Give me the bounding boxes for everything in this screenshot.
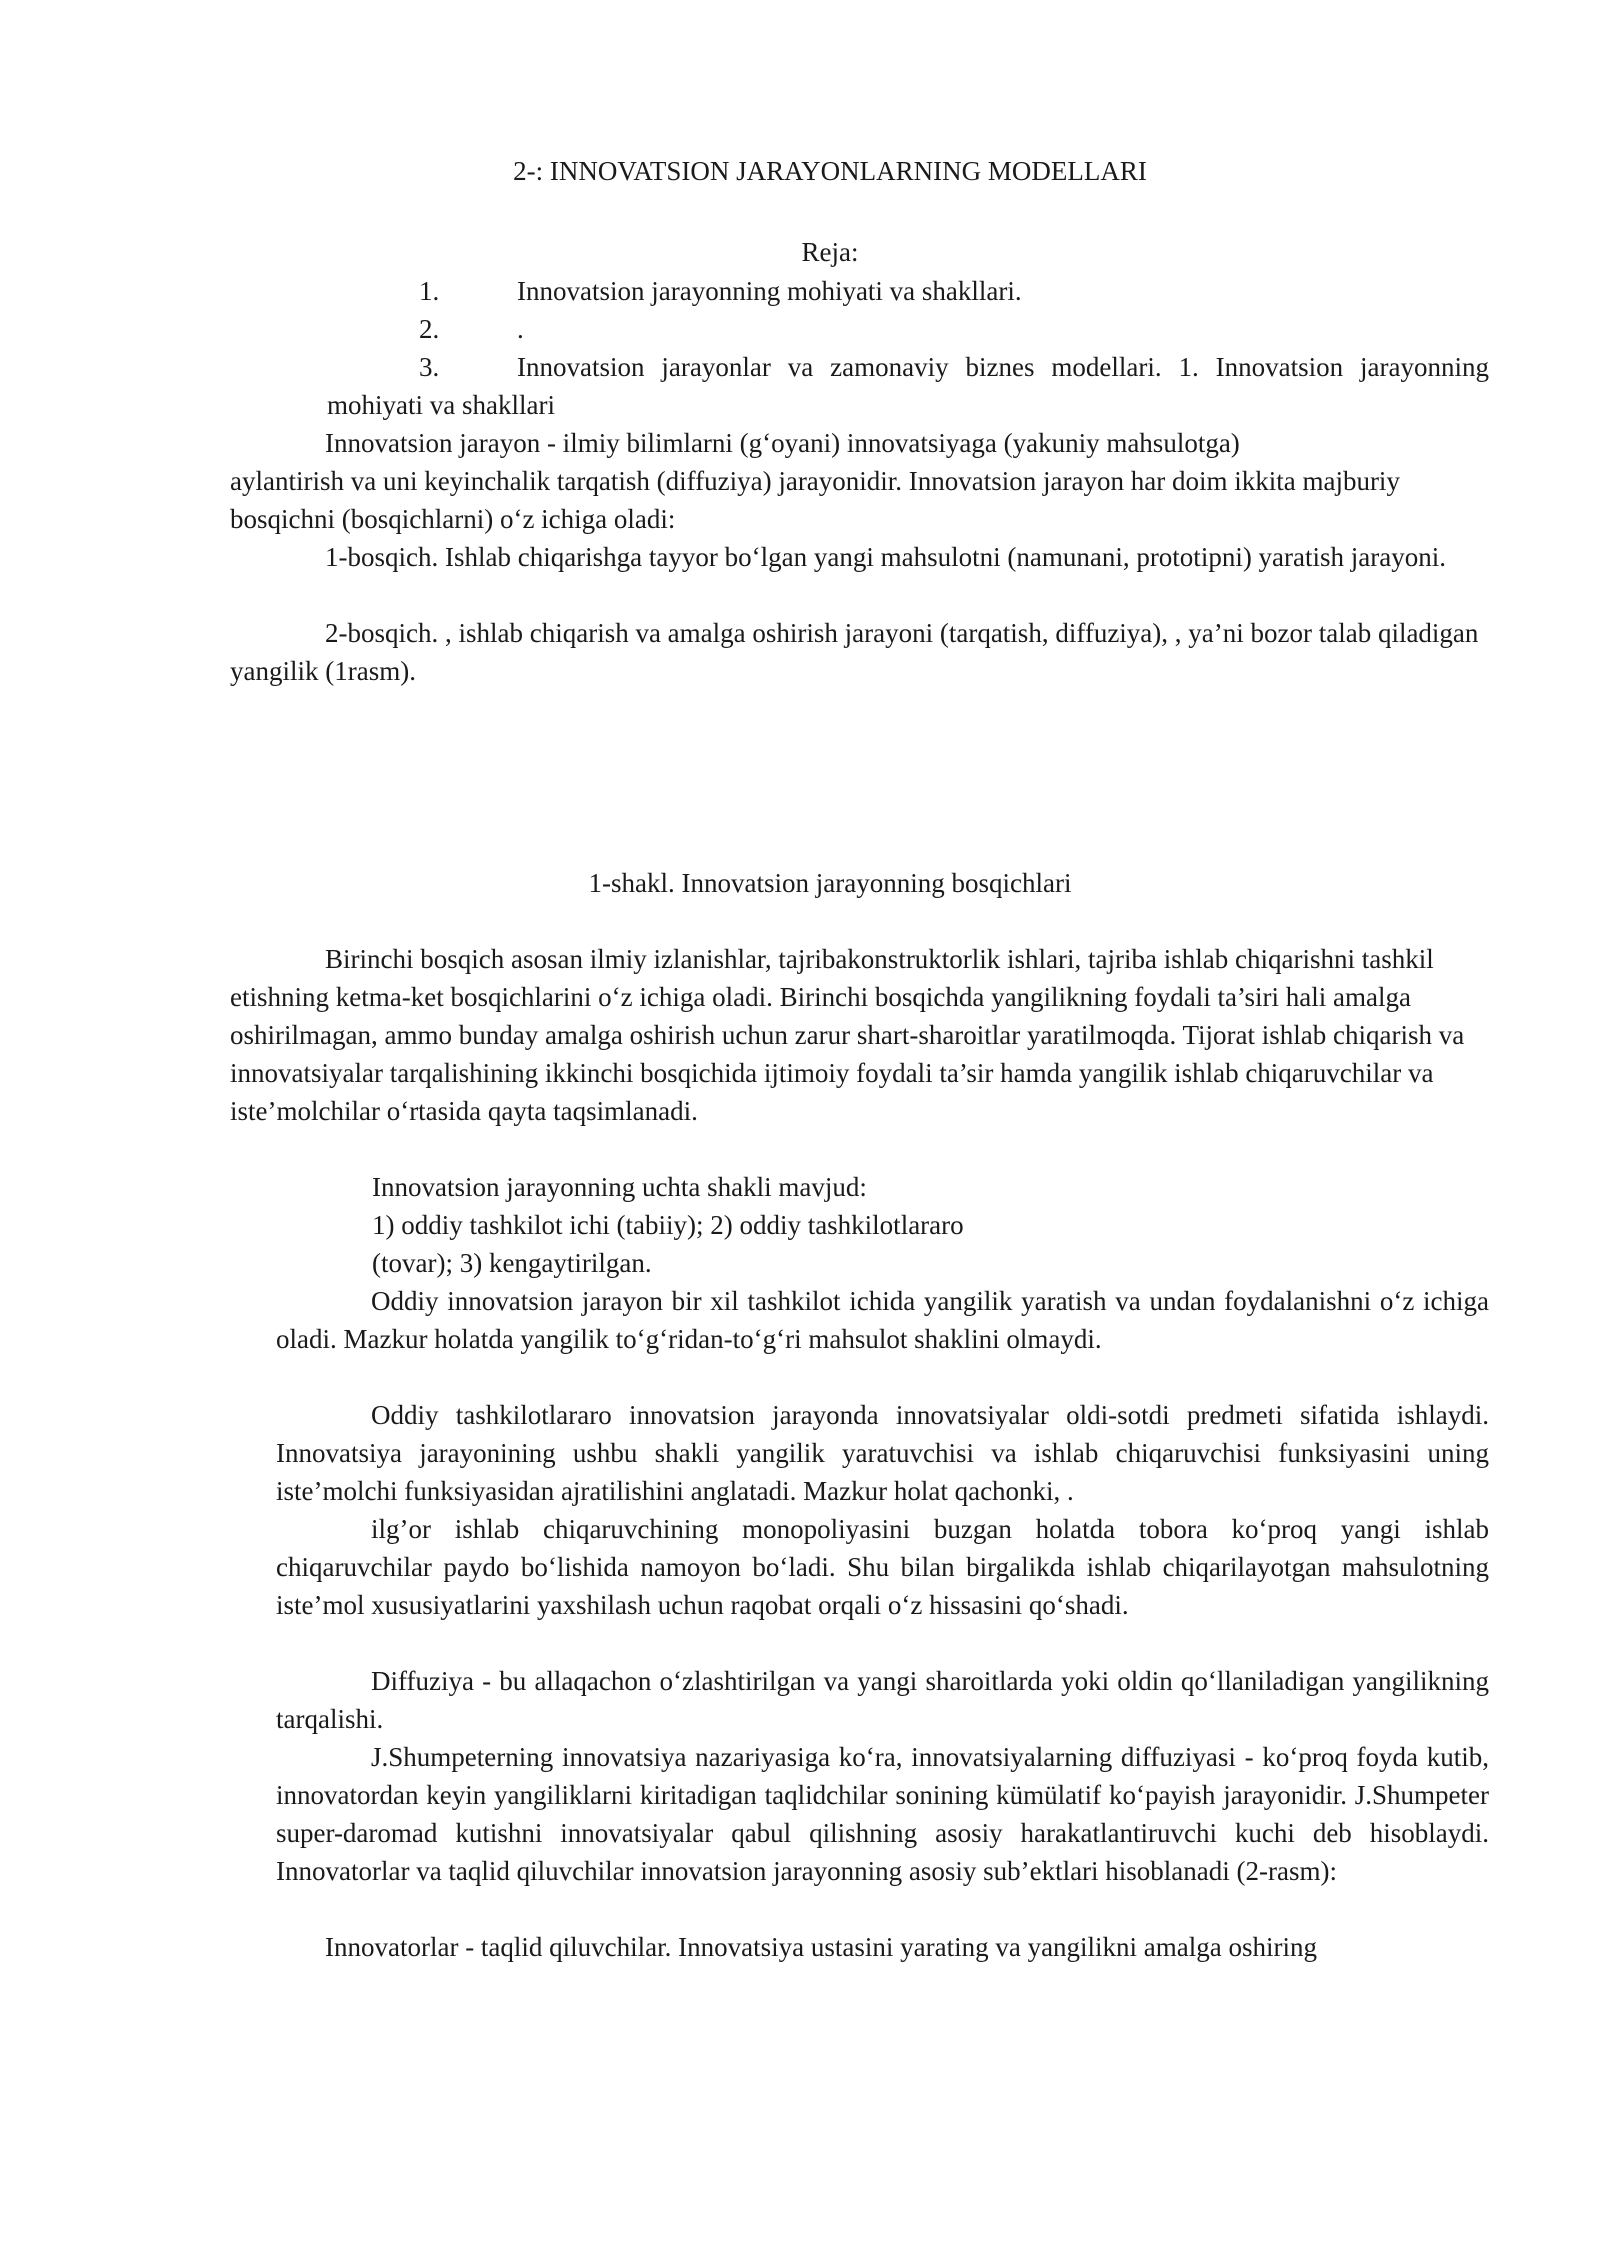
plan-item-text: Innovatsion jarayonning mohiyati va shakllari. [517, 276, 1022, 306]
plan-item-number: 2. [419, 314, 440, 344]
plan-item [327, 310, 1489, 348]
forms-line: (tovar); 3) kengaytirilgan. [372, 1248, 652, 1278]
plan-item-number: 1. [419, 276, 440, 306]
plan-item-text: Innovatsion jarayonlar va zamonaviy biznes modellari. 1. Innovatsion jarayonning mohiyati va shakllari [327, 352, 1489, 420]
inter-org-paragraph: Oddiy tashkilotlararo innovatsion jarayonda innovatsiyalar oldi-sotdi predmeti sifatida ishlaydi. Innovatsiya jarayonining ushbu shakli yangilik yaratuvchisi va ishlab chiqaruvchisi funksiyasini uning iste’molchi funksiyasidan ajratilishini anglatadi. Mazkur holat qachonki, . [276, 1400, 1489, 1506]
diffusion-paragraph: Diffuziya - bu allaqachon o‘zlashtirilgan va yangi sharoitlarda yoki oldin qo‘llaniladigan yangilikning tarqalishi. [276, 1666, 1489, 1734]
shumpeter-paragraph: J.Shumpeterning innovatsiya nazariyasiga ko‘ra, innovatsiyalarning diffuziyasi - ko‘proq foyda kutib, innovatordan keyin yangiliklarni kiritadigan taqlidchilar sonining kümülatif ko‘payish jarayonidir. J.Shumpeter super-daromad kutishni innovatsiyalar qabul qilishning asosiy harakatlantiruvchi kuchi deb hisoblaydi. Innovatorlar va taqlid qiluvchilar innovatsion jarayonning asosiy sub’ektlari hisoblanadi (2-rasm): [276, 1742, 1489, 1886]
plan-item-text: . [517, 314, 524, 344]
intro-first-line: Innovatsion jarayon - ilmiy bilimlarni (g‘oyani) innovatsiyaga (yakuniy mahsulotga) [325, 428, 1240, 458]
stage-two-paragraph: 2-bosqich. , ishlab chiqarish va amalga oshirish jarayoni (tarqatish, diffuziya), , ya’ni bozor talab qiladigan yangilik (1rasm). [230, 618, 1479, 686]
stages-paragraph: Birinchi bosqich asosan ilmiy izlanishlar, tajribakonstruktorlik ishlari, tajriba ishlab chiqarishni tashkil etishning ketma-ket bosqichlarini o‘z ichiga oladi. Birinchi bosqichda yangilikning foydali ta’siri hali amalga oshirilmagan, ammo bunday amalga oshirish uchun zarur shart-sharoitlar yaratilmoqda. Tijorat ishlab chiqarish va innovatsiyalar tarqalishining ikkinchi bosqichida ijtimoiy foydali ta’sir hamda yangilik ishlab chiqaruvchilar va iste’molchilar o‘rtasida qayta taqsimlanadi. [230, 944, 1465, 1126]
plan-item-number: 3. [419, 352, 440, 382]
simple-process-paragraph: Oddiy innovatsion jarayon bir xil tashkilot ichida yangilik yaratish va undan foydalanishni o‘z ichiga oladi. Mazkur holatda yangilik to‘g‘ridan-to‘g‘ri mahsulot shaklini olmaydi. [276, 1286, 1489, 1354]
forms-line: 1) oddiy tashkilot ichi (tabiiy); 2) oddiy tashkilotlararo [372, 1210, 964, 1240]
intro-rest: aylantirish va uni keyinchalik tarqatish (diffuziya) jarayonidir. Innovatsion jarayon har doim ikkita majburiy bosqichni (bosqichlarni) o‘z ichiga oladi: [230, 466, 1400, 534]
forms-list [372, 1168, 1489, 1282]
stage-one-paragraph: 1-bosqich. Ishlab chiqarishga tayyor bo‘lgan yangi mahsulotni (namunani, prototipni) yaratish jarayoni. [325, 542, 1446, 572]
innovators-paragraph: Innovatorlar - taqlid qiluvchilar. Innovatsiya ustasini yarating va yangilikni amalga oshiring [325, 1932, 1318, 1962]
plan-list [327, 272, 1489, 424]
forms-line: Innovatsion jarayonning uchta shakli mavjud: [372, 1172, 867, 1202]
plan-heading: Reja: [801, 237, 859, 267]
plan-item [327, 348, 1489, 424]
leading-producer-paragraph: ilg’or ishlab chiqaruvchining monopoliyasini buzgan holatda tobora ko‘proq yangi ishlab chiqaruvchilar paydo bo‘lishida namoyon bo‘ladi. Shu bilan birgalikda ishlab chiqarilayotgan mahsulotning iste’mol xususiyatlarini yaxshilash uchun raqobat orqali o‘z hissasini qo‘shadi. [276, 1514, 1489, 1620]
figure-caption: 1-shakl. Innovatsion jarayonning bosqichlari [588, 868, 1072, 898]
intro-paragraph [230, 424, 1489, 538]
page-title: 2-: INNOVATSION JARAYONLARNING MODELLARI [513, 156, 1147, 186]
plan-item [327, 272, 1489, 310]
